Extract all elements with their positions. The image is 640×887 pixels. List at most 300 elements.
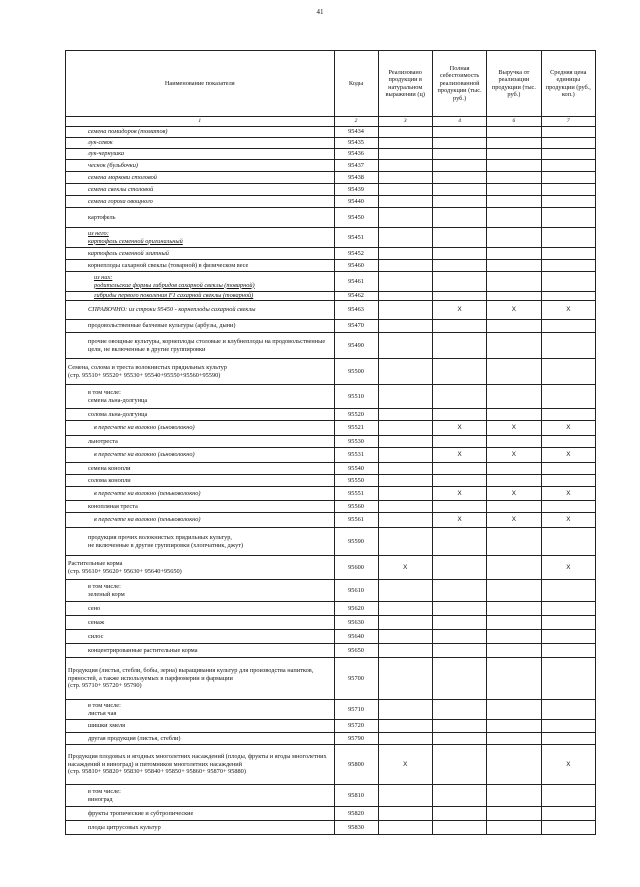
row-code: 95460 [334,260,378,272]
value-cell-c7 [541,463,595,475]
table-row [66,658,596,700]
value-cell-c3 [378,184,432,196]
value-cell-c7: X [541,487,595,501]
value-cell-c7 [541,616,595,630]
value-cell-c6 [487,745,541,785]
value-cell-c6 [487,228,541,248]
column-number: 7 [541,117,595,127]
table-row [66,160,596,172]
value-cell-c6: X [487,513,541,528]
value-cell-c3 [378,138,432,149]
row-code: 95551 [334,487,378,501]
row-code: 95530 [334,436,378,448]
header-code: Коды [334,51,378,117]
value-cell-c7 [541,644,595,658]
value-cell-c3 [378,501,432,513]
value-cell-c6 [487,160,541,172]
value-cell-c6 [487,658,541,700]
value-cell-c4: X [432,421,486,436]
row-indicator-name: в пересчете на волокно (льноволокно) [66,421,335,436]
row-code: 95550 [334,475,378,487]
row-indicator-name: семена моркови столовой [66,172,335,184]
value-cell-c4 [432,602,486,616]
table-row [66,580,596,602]
table-row [66,248,596,260]
row-code: 95500 [334,359,378,385]
value-cell-c6 [487,644,541,658]
value-cell-c6 [487,616,541,630]
value-cell-c4: X [432,487,486,501]
row-code: 95561 [334,513,378,528]
table-row [66,292,596,301]
table-row [66,556,596,580]
value-cell-c6 [487,172,541,184]
row-code: 95640 [334,630,378,644]
value-cell-c4 [432,528,486,556]
row-indicator-name: лук-чернушка [66,149,335,160]
table-row [66,301,596,320]
row-indicator-name: концентрированные растительные корма [66,644,335,658]
row-indicator-name: продовольственные бахчевые культуры (арбузы, дыни) [66,320,335,333]
value-cell-c6 [487,385,541,409]
value-cell-c6 [487,436,541,448]
value-cell-c6 [487,292,541,301]
value-cell-c7 [541,359,595,385]
row-code: 95790 [334,733,378,745]
table-row [66,807,596,821]
value-cell-c7 [541,172,595,184]
value-cell-c4 [432,616,486,630]
row-code: 95590 [334,528,378,556]
value-cell-c7: X [541,448,595,463]
row-code: 95700 [334,658,378,700]
value-cell-c4 [432,807,486,821]
row-indicator-name: семена помидоров (томатов) [66,127,335,138]
value-cell-c3 [378,248,432,260]
row-indicator-name: в пересчете на волокно (пеньковолокно) [66,487,335,501]
row-indicator-name: картофель семенной элитный [66,248,335,260]
row-code: 95437 [334,160,378,172]
value-cell-c6 [487,260,541,272]
row-indicator-name: чеснок (бульбочки) [66,160,335,172]
value-cell-c4 [432,700,486,720]
row-code: 95452 [334,248,378,260]
value-cell-c7 [541,807,595,821]
value-cell-c7 [541,528,595,556]
value-cell-c3 [378,228,432,248]
value-cell-c3 [378,487,432,501]
value-cell-c3 [378,733,432,745]
table-row [66,409,596,421]
row-code: 95439 [334,184,378,196]
row-code: 95510 [334,385,378,409]
value-cell-c4 [432,359,486,385]
row-indicator-name: из него: картофель семенной оригинальный [66,228,335,248]
value-cell-c6 [487,501,541,513]
value-cell-c7 [541,292,595,301]
value-cell-c4 [432,463,486,475]
value-cell-c7 [541,138,595,149]
value-cell-c4 [432,160,486,172]
value-cell-c4 [432,658,486,700]
value-cell-c7: X [541,421,595,436]
value-cell-c3 [378,630,432,644]
row-indicator-name: семена конопли [66,463,335,475]
table-row [66,644,596,658]
value-cell-c6 [487,149,541,160]
header-average-price: Средняя цена единицы продукции (руб., коп.) [541,51,595,117]
value-cell-c4 [432,138,486,149]
row-indicator-name: солома льна-долгунца [66,409,335,421]
value-cell-c6 [487,821,541,835]
row-code: 95620 [334,602,378,616]
row-code: 95630 [334,616,378,630]
value-cell-c4 [432,184,486,196]
table-row [66,127,596,138]
value-cell-c3 [378,513,432,528]
value-cell-c4 [432,644,486,658]
table-row [66,385,596,409]
value-cell-c6 [487,556,541,580]
value-cell-c6 [487,272,541,292]
table-row [66,475,596,487]
value-cell-c4: X [432,448,486,463]
value-cell-c4: X [432,301,486,320]
row-code: 95521 [334,421,378,436]
table-row [66,487,596,501]
value-cell-c7 [541,501,595,513]
row-indicator-name: сенаж [66,616,335,630]
row-code: 95830 [334,821,378,835]
row-indicator-name: семена гороха овощного [66,196,335,208]
value-cell-c3 [378,720,432,733]
value-cell-c3: X [378,556,432,580]
value-cell-c3 [378,292,432,301]
value-cell-c6 [487,138,541,149]
value-cell-c4 [432,333,486,359]
value-cell-c3 [378,463,432,475]
value-cell-c7 [541,700,595,720]
value-cell-c6 [487,127,541,138]
row-indicator-name: Продукция (листья, стебли, бобы, зерна) выращивания культур для производства напитков, пряностей, а также используемых в парфюмерии и фармации (стр. 95710+ 95720+ 95790) [66,658,335,700]
row-indicator-name: в том числе: зеленый корм [66,580,335,602]
value-cell-c4 [432,630,486,644]
value-cell-c3 [378,196,432,208]
row-indicator-name: лук-севок [66,138,335,149]
header-full-cost: Полная себестоимость реализованной продукции (тыс. руб.) [432,51,486,117]
row-code: 95436 [334,149,378,160]
table-row [66,172,596,184]
value-cell-c3 [378,160,432,172]
value-cell-c3 [378,616,432,630]
value-cell-c7 [541,184,595,196]
table-row [66,463,596,475]
value-cell-c3 [378,785,432,807]
table-row [66,149,596,160]
row-indicator-name: в пересчете на волокно (льноволокно) [66,448,335,463]
table-row [66,208,596,228]
table-row [66,359,596,385]
value-cell-c3 [378,658,432,700]
value-cell-c3 [378,333,432,359]
value-cell-c3 [378,272,432,292]
value-cell-c6: X [487,301,541,320]
report-table [65,50,596,835]
table-row [66,528,596,556]
table-row [66,138,596,149]
column-number: 1 [66,117,335,127]
value-cell-c4 [432,556,486,580]
value-cell-c7 [541,127,595,138]
row-code: 95720 [334,720,378,733]
row-code: 95710 [334,700,378,720]
value-cell-c6 [487,475,541,487]
value-cell-c6: X [487,421,541,436]
row-code: 95820 [334,807,378,821]
row-code: 95490 [334,333,378,359]
row-code: 95650 [334,644,378,658]
value-cell-c7 [541,208,595,228]
value-cell-c4 [432,785,486,807]
table-row [66,196,596,208]
value-cell-c6 [487,463,541,475]
row-indicator-name: конопляная треста [66,501,335,513]
table-row [66,602,596,616]
value-cell-c6: X [487,487,541,501]
value-cell-c7 [541,436,595,448]
table-row [66,700,596,720]
table-row [66,333,596,359]
value-cell-c6 [487,320,541,333]
row-code: 95540 [334,463,378,475]
row-code: 95470 [334,320,378,333]
row-code: 95560 [334,501,378,513]
value-cell-c6 [487,333,541,359]
value-cell-c3 [378,301,432,320]
value-cell-c3 [378,528,432,556]
table-row [66,272,596,292]
value-cell-c4 [432,475,486,487]
row-code: 95451 [334,228,378,248]
value-cell-c7: X [541,556,595,580]
row-code: 95462 [334,292,378,301]
row-indicator-name: гибриды первого поколения F1 сахарной свеклы (товарной) [66,292,335,301]
table-row [66,630,596,644]
value-cell-c3 [378,172,432,184]
value-cell-c4 [432,501,486,513]
value-cell-c7 [541,733,595,745]
value-cell-c3 [378,260,432,272]
value-cell-c7 [541,821,595,835]
value-cell-c3 [378,421,432,436]
row-indicator-name: солома конопли [66,475,335,487]
table-row [66,501,596,513]
value-cell-c6 [487,580,541,602]
value-cell-c4 [432,720,486,733]
value-cell-c7: X [541,513,595,528]
value-cell-c7 [541,272,595,292]
row-code: 95435 [334,138,378,149]
value-cell-c7 [541,720,595,733]
header-name: Наименование показателя [66,51,335,117]
value-cell-c6 [487,733,541,745]
value-cell-c7 [541,149,595,160]
value-cell-c7 [541,228,595,248]
value-cell-c7 [541,785,595,807]
row-code: 95810 [334,785,378,807]
value-cell-c7 [541,248,595,260]
table-row [66,616,596,630]
value-cell-c3 [378,700,432,720]
table-body [66,127,596,835]
value-cell-c6 [487,807,541,821]
table-row [66,421,596,436]
row-indicator-name: Семена, солома и треста волокнистых прядильных культур (стр. 95510+ 95520+ 95530+ 95540+95550+95560+95590) [66,359,335,385]
column-number-row [66,117,596,127]
row-code: 95434 [334,127,378,138]
row-code: 95520 [334,409,378,421]
value-cell-c4 [432,436,486,448]
value-cell-c3 [378,320,432,333]
table-row [66,785,596,807]
value-cell-c3 [378,448,432,463]
value-cell-c7 [541,333,595,359]
value-cell-c7: X [541,301,595,320]
row-code: 95438 [334,172,378,184]
value-cell-c3 [378,149,432,160]
value-cell-c4: X [432,513,486,528]
row-indicator-name: в пересчете на волокно (пеньковолокно) [66,513,335,528]
row-code: 95800 [334,745,378,785]
row-indicator-name: другая продукция (листья, стебли) [66,733,335,745]
row-indicator-name: продукция прочих волокнистых прядильных культур, не включенные в другие группировки (хлопчатник, джут) [66,528,335,556]
row-indicator-name: картофель [66,208,335,228]
value-cell-c6 [487,785,541,807]
value-cell-c4 [432,228,486,248]
value-cell-c7 [541,160,595,172]
row-code: 95440 [334,196,378,208]
row-indicator-name: льнотреста [66,436,335,448]
value-cell-c6 [487,196,541,208]
value-cell-c6 [487,184,541,196]
value-cell-c6: X [487,448,541,463]
table-row [66,720,596,733]
value-cell-c4 [432,172,486,184]
value-cell-c3 [378,127,432,138]
row-indicator-name: из них: родительские формы гибридов сахарной свеклы (товарной) [66,272,335,292]
value-cell-c4 [432,260,486,272]
table-row [66,513,596,528]
value-cell-c7 [541,260,595,272]
value-cell-c4 [432,409,486,421]
row-indicator-name: Растительные корма (стр. 95610+ 95620+ 95630+ 95640+95650) [66,556,335,580]
header-row [66,51,596,117]
value-cell-c6 [487,359,541,385]
value-cell-c4 [432,127,486,138]
value-cell-c4 [432,196,486,208]
value-cell-c7: X [541,745,595,785]
value-cell-c4 [432,580,486,602]
value-cell-c7 [541,409,595,421]
value-cell-c3 [378,580,432,602]
value-cell-c4 [432,385,486,409]
value-cell-c4 [432,292,486,301]
table-row [66,733,596,745]
value-cell-c4 [432,745,486,785]
value-cell-c3 [378,807,432,821]
value-cell-c7 [541,475,595,487]
row-code: 95610 [334,580,378,602]
value-cell-c6 [487,602,541,616]
value-cell-c3 [378,436,432,448]
value-cell-c4 [432,248,486,260]
table-row [66,436,596,448]
value-cell-c6 [487,208,541,228]
value-cell-c6 [487,248,541,260]
value-cell-c3 [378,208,432,228]
table-row [66,320,596,333]
value-cell-c4 [432,821,486,835]
table-row [66,260,596,272]
table-row [66,228,596,248]
value-cell-c4 [432,208,486,228]
value-cell-c3 [378,602,432,616]
column-number: 6 [487,117,541,127]
value-cell-c6 [487,528,541,556]
value-cell-c4 [432,272,486,292]
column-number: 3 [378,117,432,127]
row-indicator-name: плоды цитрусовых культур [66,821,335,835]
value-cell-c6 [487,409,541,421]
value-cell-c3: X [378,745,432,785]
row-indicator-name: корнеплоды сахарной свеклы (товарной) в физическом весе [66,260,335,272]
row-indicator-name: семена свеклы столовой [66,184,335,196]
table-row [66,821,596,835]
value-cell-c3 [378,644,432,658]
value-cell-c7 [541,630,595,644]
column-number: 4 [432,117,486,127]
value-cell-c4 [432,733,486,745]
row-indicator-name: в том числе: листья чая [66,700,335,720]
value-cell-c6 [487,720,541,733]
value-cell-c4 [432,149,486,160]
value-cell-c7 [541,602,595,616]
row-indicator-name: в том числе: семена льна-долгунца [66,385,335,409]
value-cell-c7 [541,658,595,700]
value-cell-c7 [541,320,595,333]
value-cell-c3 [378,359,432,385]
row-code: 95531 [334,448,378,463]
page-number: 41 [316,8,324,16]
row-indicator-name: в том числе: виноград [66,785,335,807]
value-cell-c3 [378,475,432,487]
table-row [66,184,596,196]
value-cell-c6 [487,630,541,644]
row-indicator-name: Продукция плодовых и ягодных многолетних насаждений (плоды, фрукты и ягоды многолетних насаждений и виноград) и питомников многолетних насаждений (стр. 95810+ 95820+ 95830+ 95840+ 95850+ 95860+ 95870+ 95880) [66,745,335,785]
value-cell-c4 [432,320,486,333]
row-indicator-name: СПРАВОЧНО: из строки 95450 - корнеплоды сахарной свеклы [66,301,335,320]
header-revenue: Выручка от реализации продукции (тыс. руб.) [487,51,541,117]
table-row [66,745,596,785]
row-indicator-name: силос [66,630,335,644]
header-sold-quantity: Реализовано продукции в натуральном выражении (ц) [378,51,432,117]
value-cell-c7 [541,196,595,208]
table-row [66,448,596,463]
column-number: 2 [334,117,378,127]
value-cell-c3 [378,385,432,409]
row-code: 95600 [334,556,378,580]
value-cell-c7 [541,580,595,602]
